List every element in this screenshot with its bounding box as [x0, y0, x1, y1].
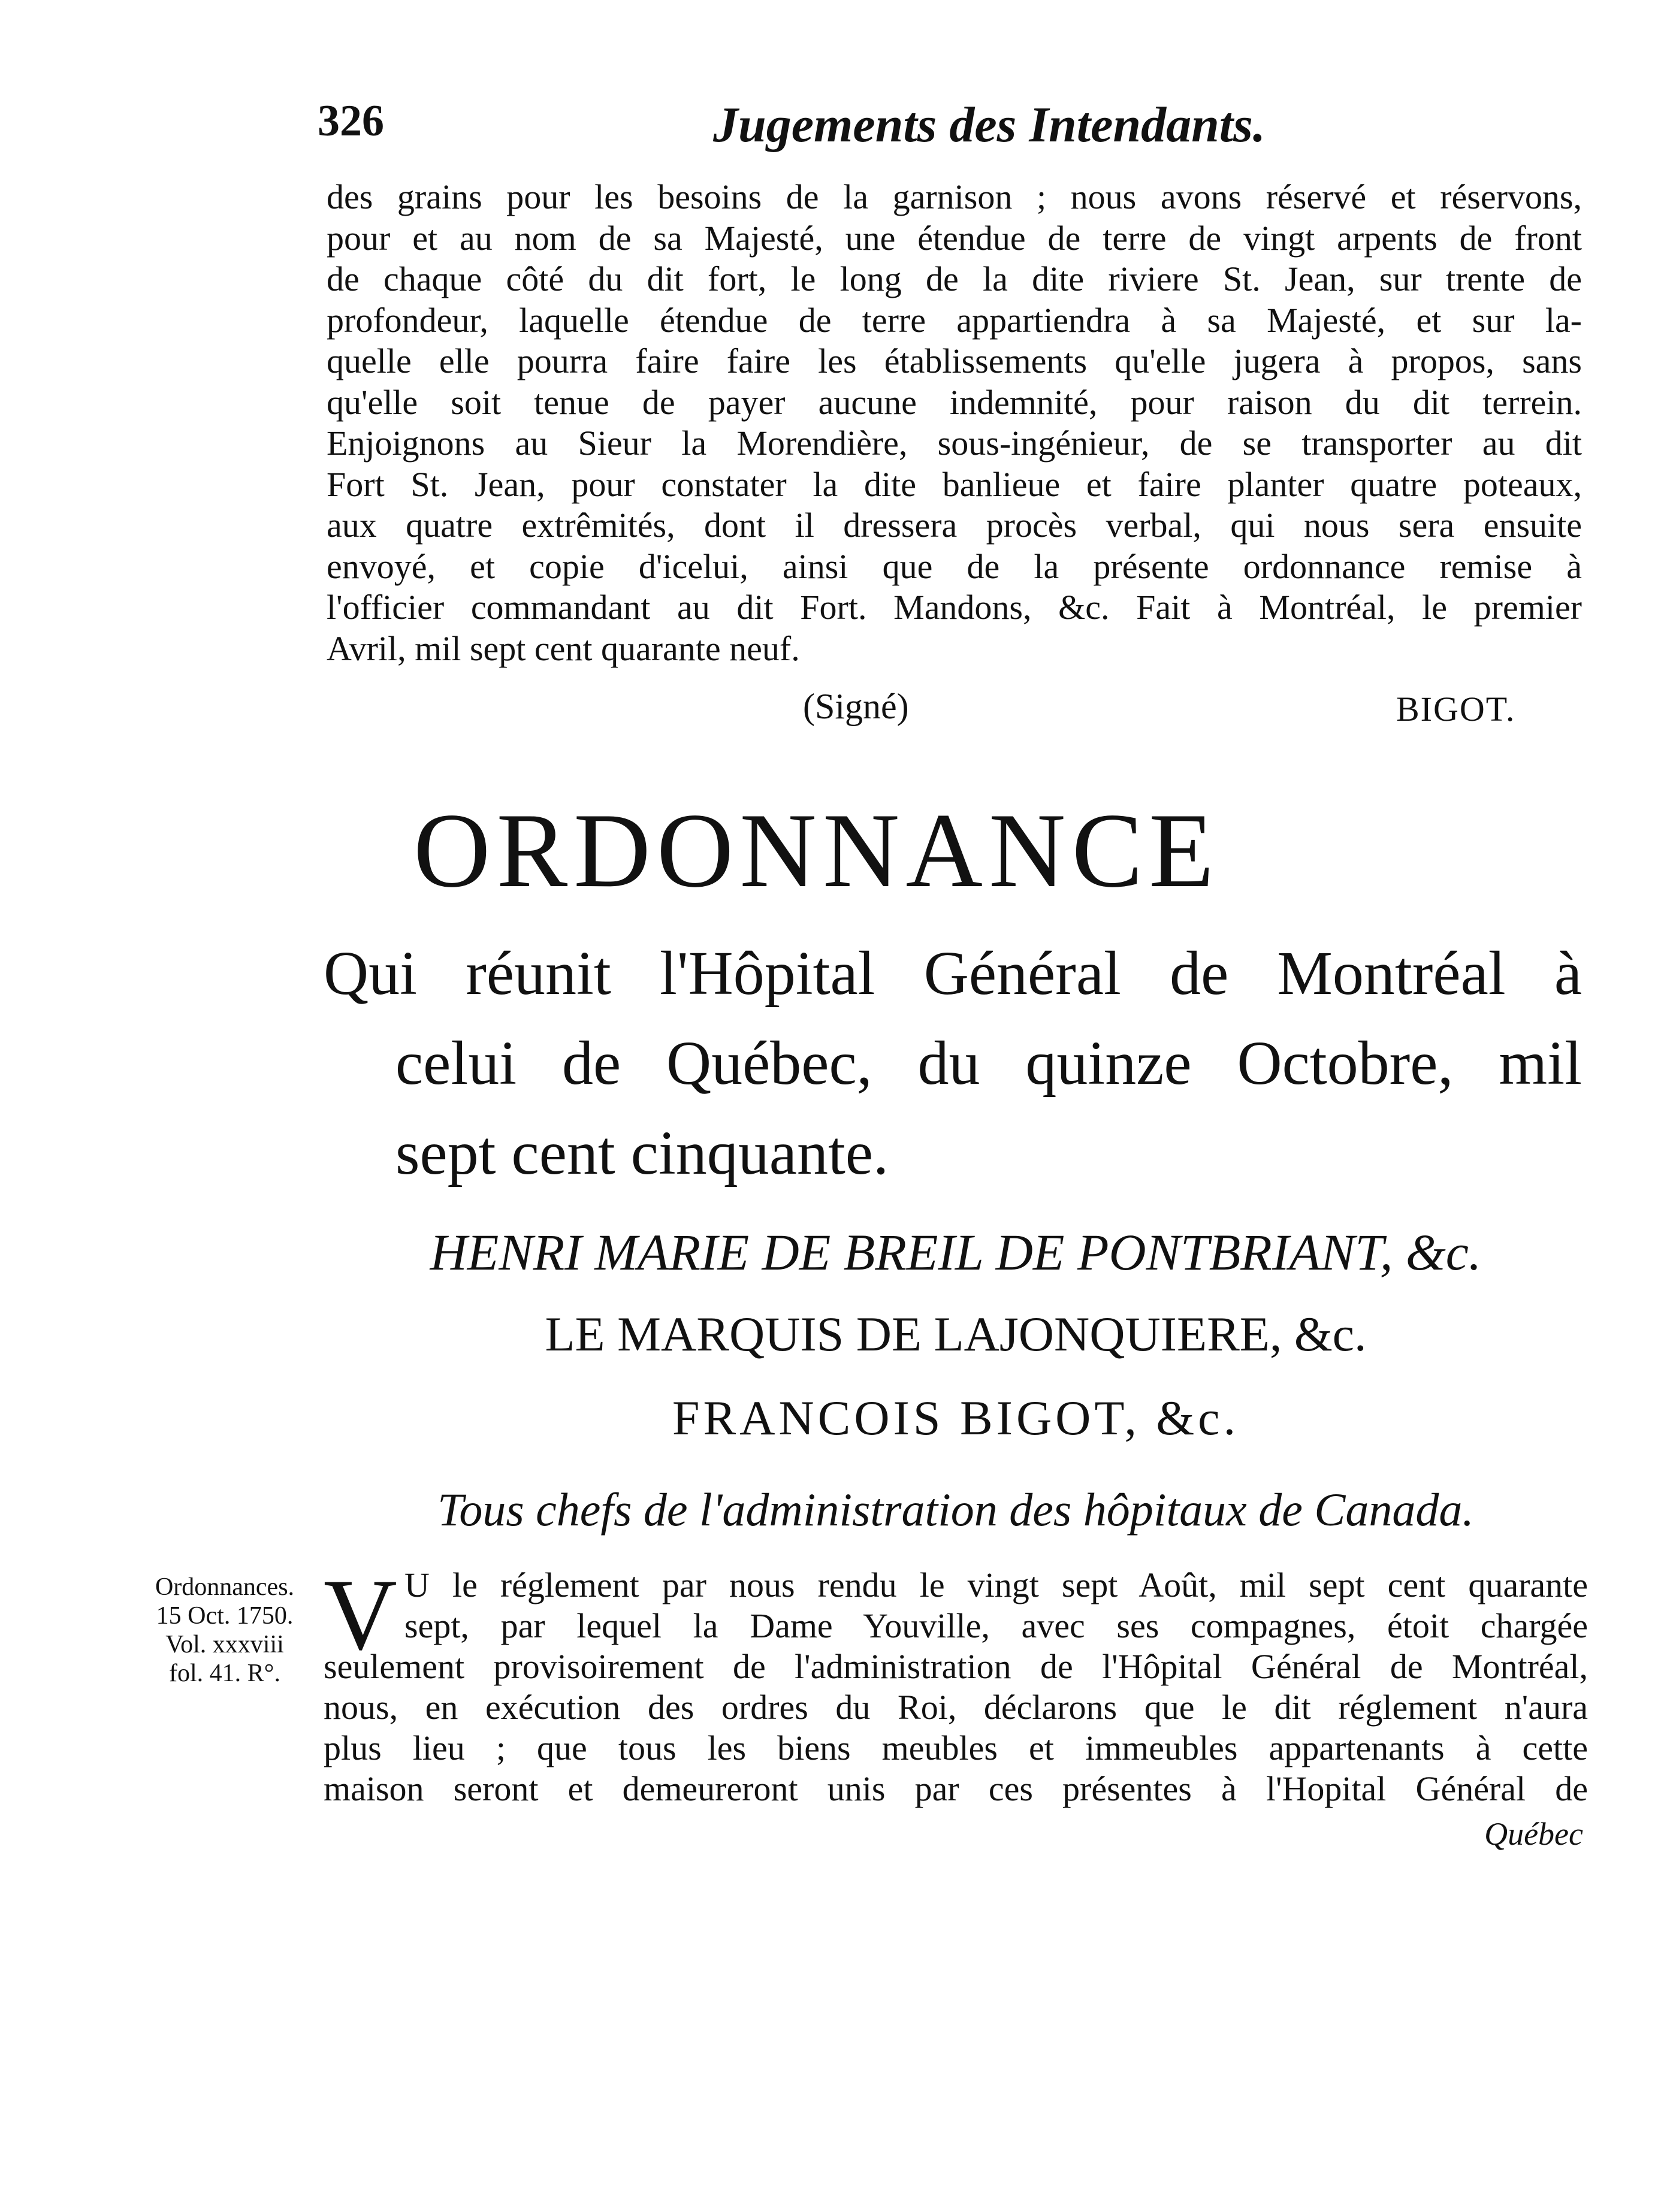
page-number: 326	[318, 96, 384, 146]
subtitle-line: sept cent cinquante.	[395, 1119, 889, 1187]
text-line: des grains pour les besoins de la garnison ; nous avons réservé et réservons,	[327, 177, 1582, 216]
ordonnance-subtitle	[324, 929, 1582, 1198]
margin-line: Ordonnances.	[155, 1573, 295, 1601]
text-line: Enjoignons au Sieur la Morendière, sous-ingénieur, de se transporter au dit	[327, 424, 1582, 463]
text-line: qu'elle soit tenue de payer aucune indemnité, pour raison du dit terrein.	[327, 382, 1582, 422]
page-header	[318, 96, 1576, 162]
text-line: U le réglement par nous rendu le vingt sept Août, mil sept cent quarante	[404, 1566, 1588, 1604]
text-line: quelle elle pourra faire faire les établissements qu'elle jugera à propos, sans	[327, 342, 1582, 380]
text-line: Fort St. Jean, pour constater la dite banlieue et faire planter quatre poteaux,	[327, 464, 1582, 504]
text-line: seulement provisoirement de l'administration de l'Hôpital Général de Montréal,	[324, 1647, 1588, 1686]
margin-note	[135, 1573, 315, 1688]
catchword: Québec	[1484, 1816, 1583, 1852]
text-line: nous, en exécution des ordres du Roi, déclarons que le dit réglement n'aura	[324, 1688, 1588, 1727]
text-line: l'officier commandant au dit Fort. Mandons, &c. Fait à Montréal, le premier	[327, 588, 1582, 627]
text-line: plus lieu ; que tous les biens meubles et immeubles appartenants à cette	[324, 1728, 1588, 1767]
body-paragraph	[324, 1558, 1588, 1809]
margin-line: 15 Oct. 1750.	[156, 1602, 294, 1630]
signed-label: (Signé)	[803, 687, 909, 726]
text-line: sept, par lequel la Dame Youville, avec ses compagnes, étoit chargée	[404, 1606, 1588, 1645]
official-pontbriant: HENRI MARIE DE BREIL DE PONTBRIANT, &c.	[430, 1223, 1482, 1281]
top-paragraph	[327, 177, 1582, 669]
text-line: envoyé, et copie d'icelui, ainsi que de la présente ordonnance remise à	[327, 546, 1582, 586]
signer-name: BIGOT.	[1396, 690, 1516, 729]
text-line: aux quatre extrêmités, dont il dressera procès verbal, qui nous sera ensuite	[327, 506, 1582, 545]
running-title: Jugements des Intendants.	[713, 97, 1266, 153]
official-bigot: FRANCOIS BIGOT, &c.	[672, 1391, 1240, 1445]
margin-line: Vol. xxxviii	[165, 1631, 284, 1658]
ordonnance-title: ORDONNANCE	[413, 791, 1220, 909]
drop-cap: V	[324, 1558, 397, 1671]
subtitle-line: celui de Québec, du quinze Octobre, mil	[395, 1029, 1582, 1098]
subtitle-line: Qui réunit l'Hôpital Général de Montréal à	[324, 939, 1582, 1008]
text-line: pour et au nom de sa Majesté, une étendue de terre de vingt arpents de front	[327, 218, 1582, 258]
text-line: maison seront et demeureront unis par ces présentes à l'Hopital Général de	[324, 1769, 1588, 1808]
administration-line: Tous chefs de l'administration des hôpitaux de Canada.	[437, 1483, 1474, 1536]
text-line: de chaque côté du dit fort, le long de la dite riviere St. Jean, sur trente de	[327, 259, 1582, 298]
text-line: profondeur, laquelle étendue de terre appartiendra à sa Majesté, et sur la-	[327, 300, 1582, 340]
margin-line: fol. 41. R°.	[169, 1660, 280, 1687]
official-lajonquiere: LE MARQUIS DE LAJONQUIERE, &c.	[545, 1307, 1367, 1361]
text-line: Avril, mil sept cent quarante neuf.	[327, 628, 800, 668]
